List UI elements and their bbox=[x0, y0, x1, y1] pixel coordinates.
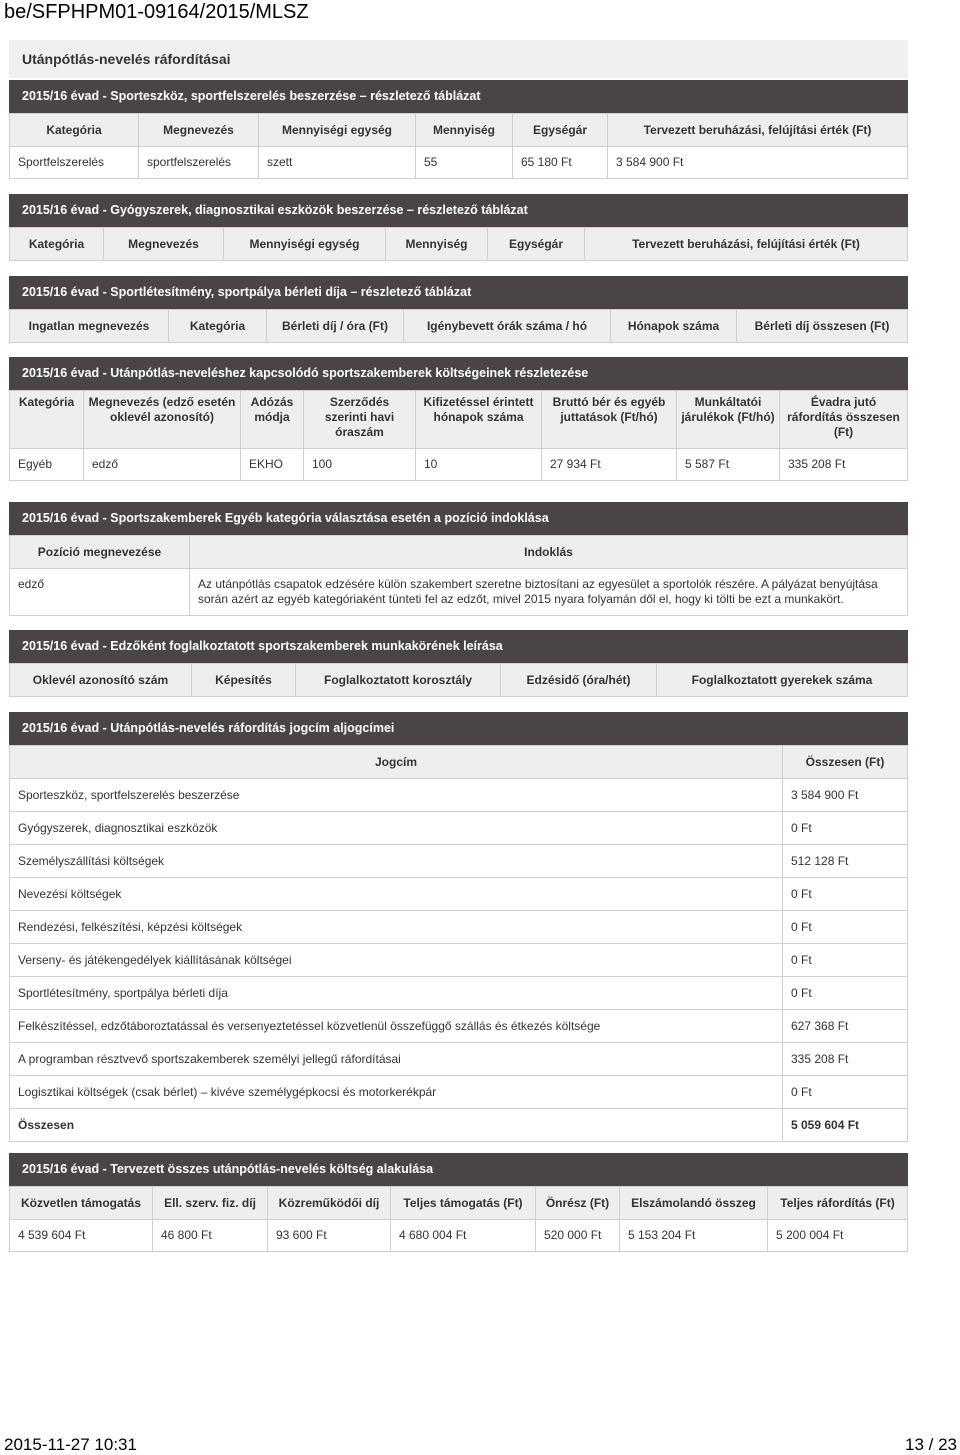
table-row bbox=[10, 1220, 908, 1252]
table-cell: Logisztikai költségek (csak bérlet) – kivéve személygépkocsi és motorkerékpár bbox=[10, 1076, 783, 1109]
table-cell: Sportlétesítmény, sportpálya bérleti díja bbox=[10, 977, 783, 1010]
cost-titles-table bbox=[9, 745, 908, 1142]
table-cell: A programban résztvevő sportszakemberek személyi jellegű ráfordításai bbox=[10, 1043, 783, 1076]
col-header: Teljes támogatás (Ft) bbox=[391, 1187, 536, 1220]
table-row bbox=[10, 1043, 908, 1076]
col-header: Bérleti díj / óra (Ft) bbox=[267, 310, 404, 343]
table-cell: 3 584 900 Ft bbox=[608, 147, 908, 179]
table-row bbox=[10, 845, 908, 878]
table-cell: 93 600 Ft bbox=[268, 1220, 391, 1252]
table-cell: 10 bbox=[416, 449, 542, 481]
position-justification-table bbox=[9, 535, 908, 616]
table-cell: sportfelszerelés bbox=[139, 147, 259, 179]
table-cell: 4 680 004 Ft bbox=[391, 1220, 536, 1252]
col-header: Jogcím bbox=[10, 746, 783, 779]
section-position-justification bbox=[9, 502, 908, 616]
footer-page-number: 13 / 23 bbox=[905, 1435, 957, 1454]
table-cell: 0 Ft bbox=[783, 944, 908, 977]
table-cell: Felkészítéssel, edzőtáboroztatással és versenyeztetéssel közvetlenül összefüggő szállás és étkezés költsége bbox=[10, 1010, 783, 1043]
col-header: Bérleti díj összesen (Ft) bbox=[737, 310, 908, 343]
col-header: Megnevezés bbox=[104, 228, 224, 261]
col-header: Kategória bbox=[169, 310, 267, 343]
col-header: Munkáltatói járulékok (Ft/hó) bbox=[677, 391, 780, 449]
total-label: Összesen bbox=[10, 1109, 783, 1142]
col-header: Megnevezés (edző esetén oklevél azonosító) bbox=[84, 391, 241, 449]
section-title: 2015/16 évad - Utánpótlás-neveléshez kapcsolódó sportszakemberek költségeinek részletezése bbox=[9, 357, 908, 390]
section-cost-titles bbox=[9, 712, 908, 1142]
table-row bbox=[10, 944, 908, 977]
col-header: Hónapok száma bbox=[611, 310, 737, 343]
col-header: Pozíció megnevezése bbox=[10, 536, 190, 569]
col-header: Teljes ráfordítás (Ft) bbox=[768, 1187, 908, 1220]
table-cell: Gyógyszerek, diagnosztikai eszközök bbox=[10, 812, 783, 845]
table-cell: 4 539 604 Ft bbox=[10, 1220, 153, 1252]
col-header: Foglalkoztatott gyerekek száma bbox=[657, 664, 908, 697]
col-header: Kategória bbox=[10, 391, 84, 449]
col-header: Igénybevett órák száma / hó bbox=[404, 310, 611, 343]
table-row bbox=[10, 779, 908, 812]
table-cell: 512 128 Ft bbox=[783, 845, 908, 878]
section-professionals-costs bbox=[9, 357, 908, 481]
section-title: 2015/16 évad - Edzőként foglalkoztatott sportszakemberek munkakörének leírása bbox=[9, 630, 908, 663]
col-header: Közvetlen támogatás bbox=[10, 1187, 153, 1220]
section-total-costs bbox=[9, 1153, 908, 1252]
table-row bbox=[10, 147, 908, 179]
table-cell: 0 Ft bbox=[783, 911, 908, 944]
table-row bbox=[10, 812, 908, 845]
table-cell: 27 934 Ft bbox=[542, 449, 677, 481]
col-header: Egységár bbox=[488, 228, 585, 261]
table-cell: 3 584 900 Ft bbox=[783, 779, 908, 812]
section-title: 2015/16 évad - Tervezett összes utánpótlás-nevelés költség alakulása bbox=[9, 1153, 908, 1186]
col-header: Mennyiségi egység bbox=[259, 114, 416, 147]
col-header: Ell. szerv. fiz. díj bbox=[153, 1187, 268, 1220]
coach-job-description-table bbox=[9, 663, 908, 697]
professionals-costs-table bbox=[9, 390, 908, 481]
table-row bbox=[10, 449, 908, 481]
facility-rental-table bbox=[9, 309, 908, 343]
medicines-table bbox=[9, 227, 908, 261]
col-header: Tervezett beruházási, felújítási érték (Ft) bbox=[608, 114, 908, 147]
col-header: Oklevél azonosító szám bbox=[10, 664, 192, 697]
col-header: Összesen (Ft) bbox=[783, 746, 908, 779]
col-header: Önrész (Ft) bbox=[536, 1187, 620, 1220]
col-header: Edzésidő (óra/hét) bbox=[501, 664, 657, 697]
equipment-table bbox=[9, 113, 908, 179]
table-cell: 627 368 Ft bbox=[783, 1010, 908, 1043]
col-header: Szerződés szerinti havi óraszám bbox=[304, 391, 416, 449]
col-header: Képesítés bbox=[192, 664, 296, 697]
col-header: Elszámolandó összeg bbox=[620, 1187, 768, 1220]
table-cell: Sporteszköz, sportfelszerelés beszerzése bbox=[10, 779, 783, 812]
section-title: 2015/16 évad - Sportlétesítmény, sportpálya bérleti díja – részletező táblázat bbox=[9, 276, 908, 309]
col-header: Bruttó bér és egyéb juttatások (Ft/hó) bbox=[542, 391, 677, 449]
table-cell: 100 bbox=[304, 449, 416, 481]
total-value: 5 059 604 Ft bbox=[783, 1109, 908, 1142]
col-header: Közreműködői díj bbox=[268, 1187, 391, 1220]
table-cell: 0 Ft bbox=[783, 977, 908, 1010]
section-title: 2015/16 évad - Utánpótlás-nevelés ráfordítás jogcím aljogcímei bbox=[9, 712, 908, 745]
table-cell: Nevezési költségek bbox=[10, 878, 783, 911]
section-title: 2015/16 évad - Gyógyszerek, diagnosztikai eszközök beszerzése – részletező táblázat bbox=[9, 194, 908, 227]
col-header: Egységár bbox=[513, 114, 608, 147]
total-row bbox=[10, 1109, 908, 1142]
col-header: Mennyiség bbox=[416, 114, 513, 147]
col-header: Foglalkoztatott korosztály bbox=[296, 664, 501, 697]
table-row bbox=[10, 878, 908, 911]
table-cell: 5 200 004 Ft bbox=[768, 1220, 908, 1252]
section-medicines bbox=[9, 194, 908, 261]
total-costs-table bbox=[9, 1186, 908, 1252]
col-header: Kifizetéssel érintett hónapok száma bbox=[416, 391, 542, 449]
section-title: 2015/16 évad - Sporteszköz, sportfelszerelés beszerzése – részletező táblázat bbox=[9, 80, 908, 113]
table-row bbox=[10, 1076, 908, 1109]
table-cell: szett bbox=[259, 147, 416, 179]
table-cell: 335 208 Ft bbox=[783, 1043, 908, 1076]
page-title: Utánpótlás-nevelés ráfordításai bbox=[9, 40, 908, 78]
table-cell: 520 000 Ft bbox=[536, 1220, 620, 1252]
table-cell: 0 Ft bbox=[783, 878, 908, 911]
col-header: Adózás módja bbox=[241, 391, 304, 449]
table-cell: Az utánpótlás csapatok edzésére külön szakembert szeretne biztosítani az egyesület a sportolók részére. A pályázat benyújtása során azért az egyéb kategóriaként tünteti fel az edzőt, mivel 2015 nyara folyamán dől el, hogy ki tölti be ezt a munkakört. bbox=[190, 569, 908, 616]
col-header: Kategória bbox=[10, 114, 139, 147]
table-row bbox=[10, 911, 908, 944]
table-row bbox=[10, 1010, 908, 1043]
table-cell: EKHO bbox=[241, 449, 304, 481]
table-cell: Sportfelszerelés bbox=[10, 147, 139, 179]
table-row bbox=[10, 977, 908, 1010]
section-facility-rental bbox=[9, 276, 908, 343]
col-header: Indoklás bbox=[190, 536, 908, 569]
table-cell: 5 587 Ft bbox=[677, 449, 780, 481]
table-cell: 55 bbox=[416, 147, 513, 179]
table-cell: 46 800 Ft bbox=[153, 1220, 268, 1252]
footer-timestamp: 2015-11-27 10:31 bbox=[4, 1435, 137, 1454]
table-cell: 5 153 204 Ft bbox=[620, 1220, 768, 1252]
table-cell: 335 208 Ft bbox=[780, 449, 908, 481]
table-cell: Egyéb bbox=[10, 449, 84, 481]
col-header: Megnevezés bbox=[139, 114, 259, 147]
col-header: Mennyiségi egység bbox=[224, 228, 386, 261]
section-equipment bbox=[9, 80, 908, 179]
table-cell: edző bbox=[10, 569, 190, 616]
section-title: 2015/16 évad - Sportszakemberek Egyéb kategória választása esetén a pozíció indoklása bbox=[9, 502, 908, 535]
table-cell: Verseny- és játékengedélyek kiállításának költségei bbox=[10, 944, 783, 977]
table-cell: 0 Ft bbox=[783, 812, 908, 845]
col-header: Ingatlan megnevezés bbox=[10, 310, 169, 343]
document-id: be/SFPHPM01-09164/2015/MLSZ bbox=[4, 1, 309, 23]
col-header: Kategória bbox=[10, 228, 104, 261]
table-cell: Személyszállítási költségek bbox=[10, 845, 783, 878]
table-cell: 65 180 Ft bbox=[513, 147, 608, 179]
table-cell: 0 Ft bbox=[783, 1076, 908, 1109]
col-header: Tervezett beruházási, felújítási érték (Ft) bbox=[585, 228, 908, 261]
section-coach-job-description bbox=[9, 630, 908, 697]
table-row bbox=[10, 569, 908, 616]
table-cell: edző bbox=[84, 449, 241, 481]
table-cell: Rendezési, felkészítési, képzési költségek bbox=[10, 911, 783, 944]
col-header: Mennyiség bbox=[386, 228, 488, 261]
col-header: Évadra jutó ráfordítás összesen (Ft) bbox=[780, 391, 908, 449]
